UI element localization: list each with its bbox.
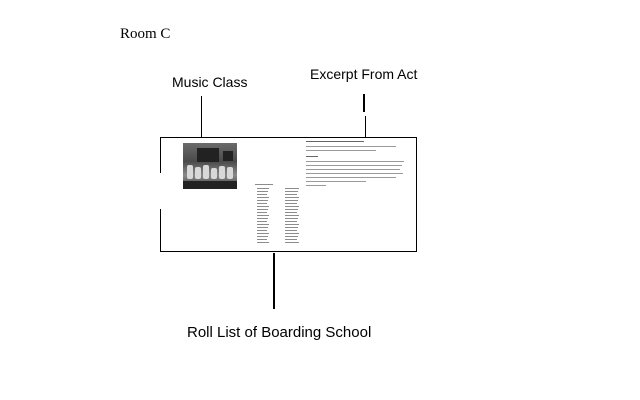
roll-list-entry-line	[285, 236, 298, 237]
roll-list-entry-line	[285, 212, 297, 213]
excerpt-leader-line-top	[363, 94, 365, 112]
panel-border-gap	[159, 173, 162, 209]
excerpt-text-line	[306, 173, 403, 174]
excerpt-text-line	[306, 165, 402, 166]
roll-list-entry-line	[285, 242, 299, 243]
roll-list-entry-line	[257, 209, 268, 210]
excerpt-text-line	[306, 181, 366, 182]
excerpt-text-line	[306, 150, 376, 151]
excerpt-text-line	[306, 185, 326, 186]
roll-list-entry-line	[285, 188, 299, 189]
roll-list-leader-line	[273, 253, 275, 309]
roll-list-entry-line	[285, 215, 299, 216]
roll-list-entry-line	[257, 200, 268, 201]
excerpt-label: Excerpt From Act	[310, 66, 418, 82]
roll-list-entry-line	[257, 224, 269, 225]
roll-list-entry-line	[257, 221, 267, 222]
roll-list-entry-line	[257, 215, 269, 216]
music-class-leader-line	[201, 96, 202, 138]
act-excerpt-document	[306, 141, 406, 187]
roll-list-entry-line	[257, 242, 269, 243]
roll-list-entry-line	[285, 221, 297, 222]
roll-list-entry-line	[285, 191, 298, 192]
roll-list-heading-line	[255, 184, 273, 185]
roll-list-entry-line	[257, 212, 267, 213]
roll-list-entry-line	[285, 200, 298, 201]
roll-list-entry-line	[257, 239, 267, 240]
roll-list-entry-line	[257, 230, 267, 231]
roll-list-entry-line	[257, 203, 267, 204]
roll-list-entry-line	[285, 218, 298, 219]
roll-list-entry-line	[285, 224, 299, 225]
roll-list-entry-line	[257, 194, 267, 195]
roll-list-entry-line	[257, 206, 269, 207]
roll-list-label: Roll List of Boarding School	[187, 324, 372, 341]
roll-list-entry-line	[257, 236, 268, 237]
excerpt-text-line	[306, 177, 396, 178]
roll-list-entry-line	[285, 230, 297, 231]
excerpt-text-line	[306, 141, 364, 142]
roll-list-entry-line	[285, 206, 299, 207]
roll-list-entry-line	[285, 209, 298, 210]
roll-list-document	[255, 184, 305, 244]
roll-list-entry-line	[257, 233, 269, 234]
excerpt-text-line	[306, 169, 400, 170]
excerpt-leader-line-bottom	[365, 116, 366, 138]
roll-list-entry-line	[285, 194, 297, 195]
roll-list-entry-line	[257, 197, 269, 198]
excerpt-text-line	[306, 156, 318, 157]
roll-list-entry-line	[285, 197, 299, 198]
roll-list-entry-line	[257, 227, 268, 228]
roll-list-entry-line	[257, 218, 268, 219]
room-title: Room C	[120, 26, 171, 42]
roll-list-entry-line	[285, 239, 297, 240]
roll-list-entry-line	[257, 188, 269, 189]
roll-list-entry-line	[285, 203, 297, 204]
roll-list-entry-line	[285, 227, 298, 228]
roll-list-entry-line	[257, 191, 268, 192]
excerpt-text-line	[306, 161, 404, 162]
roll-list-entry-line	[285, 233, 299, 234]
music-class-photo	[183, 143, 237, 189]
excerpt-text-line	[306, 146, 396, 147]
music-class-label: Music Class	[172, 74, 248, 90]
